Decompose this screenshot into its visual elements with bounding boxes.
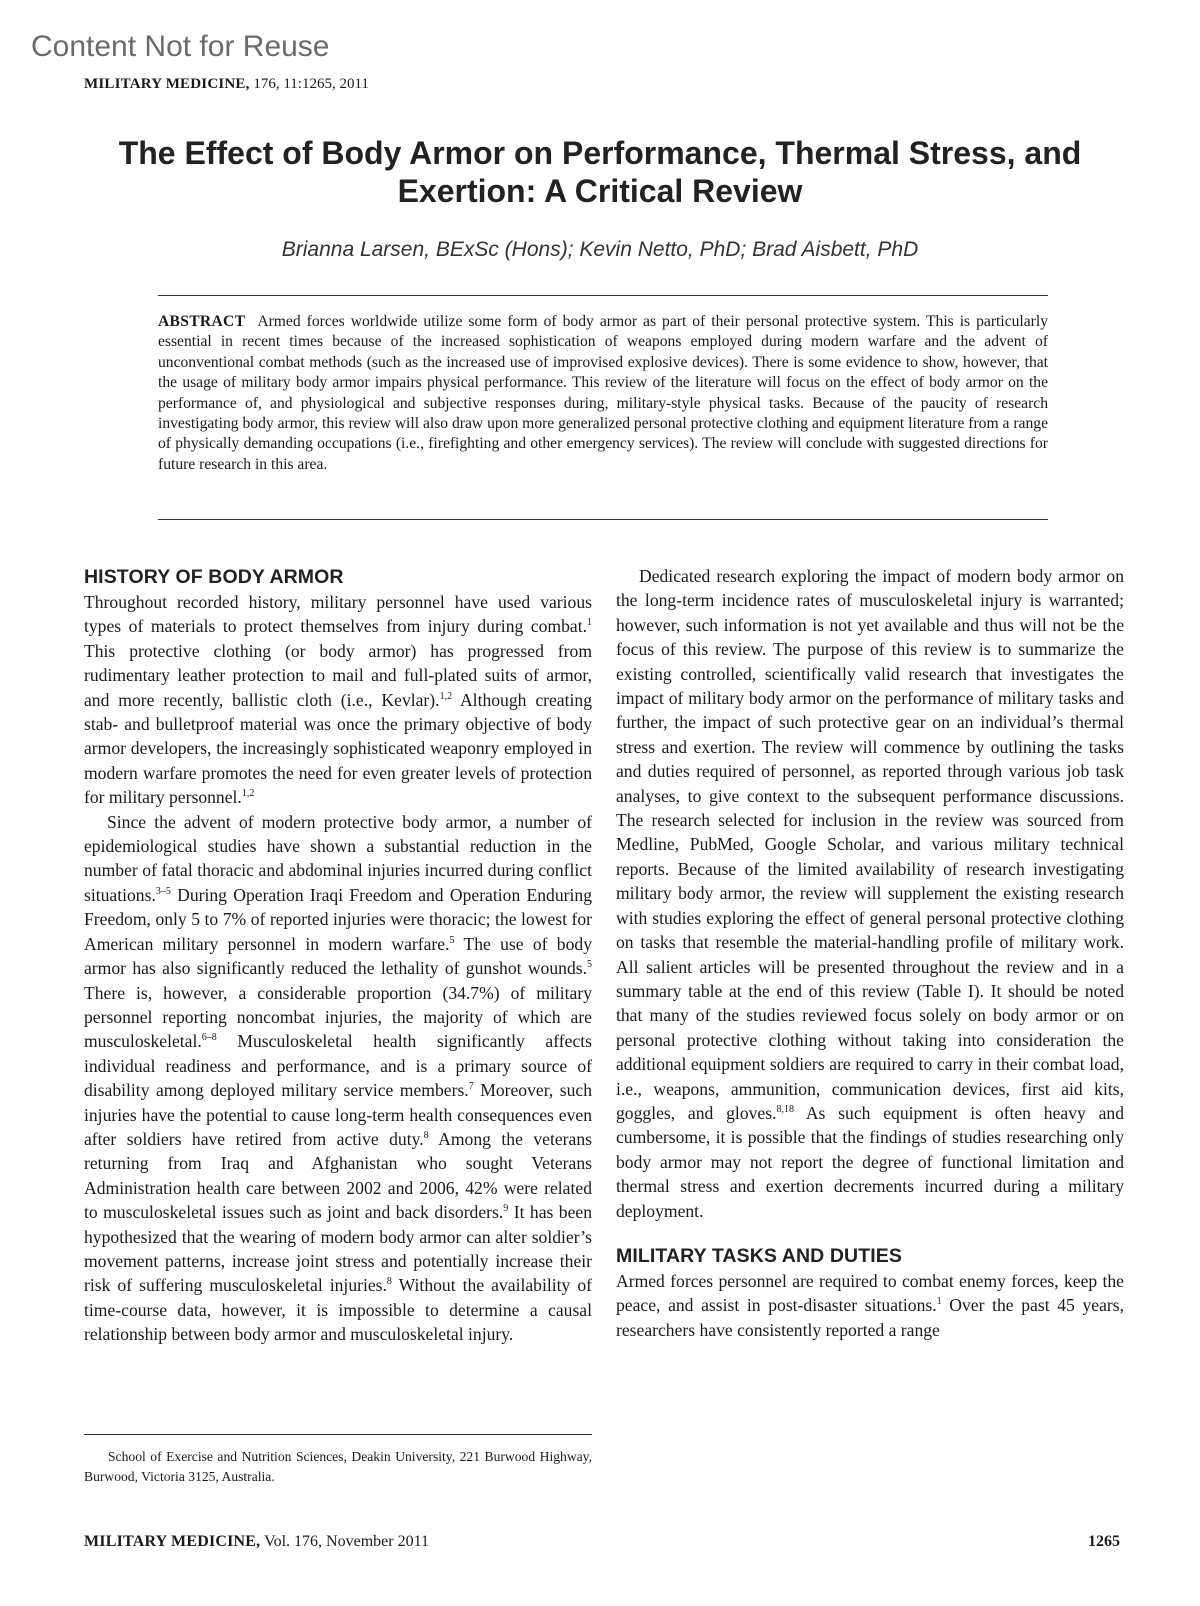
history-paragraph-3 <box>616 564 1124 1223</box>
page-number: 1265 <box>1088 1533 1120 1550</box>
paragraph-text: During Operation Iraqi Freedom and Operation Enduring Freedom, only 5 to 7% of reported injuries were thoracic; the lowest for American military personnel in modern warfare. <box>84 884 592 954</box>
paragraph-text: Musculoskeletal health significantly affects individual readiness and performance, and is a primary source of disability among deployed military service members. <box>84 1031 592 1101</box>
abstract <box>158 312 1048 475</box>
paragraph-text: Since the advent of modern protective body armor, a number of epidemiological studies have shown a substantial reduction in the number of fatal thoracic and abdominal injuries incurred during conflict situations. <box>84 811 592 905</box>
paragraph-text: Throughout recorded history, military personnel have used various types of materials to protect themselves from injury during combat. <box>84 592 592 637</box>
footer-issue: Vol. 176, November 2011 <box>264 1533 429 1550</box>
paragraph-text: Dedicated research exploring the impact of modern body armor on the long-term incidence rates of musculoskeletal injury is warranted; however, such information is not yet available and thus will not be the focus of this review. The purpose of this review is to summarize the existing controlled, scientifically valid research that investigates the impact of military body armor on the performance of military tasks and further, the impact of such protective gear on an individual’s thermal stress and exertion. The review will commence by outlining the tasks and duties required of personnel, as reported through various job task analyses, to give context to the subsequent performance discussions. The research selected for inclusion in the review was sourced from Medline, PubMed, Google Scholar, and various military technical reports. Because of the limited availability of research investigating military body armor, the review will supplement the existing research with studies exploring the effect of general personal protective clothing on tasks that resemble the material-handling profile of military work. All salient articles will be presented throughout the review and in a summary table at the end of this review (Table I). It should be noted that many of the studies reviewed focus solely on body armor or on personal protective clothing without taking into consideration the additional equipment soldiers are required to carry in their combat load, i.e., weapons, ammunition, communication devices, first aid kits, goggles, and gloves. <box>616 566 1124 1123</box>
paragraph-text: Although creating stab- and bulletproof material was once the primary objective of body armor developers, the increasingly sophisticated weaponry employed in modern warfare promotes the need for even greater levels of protection for military personnel. <box>84 689 592 808</box>
left-column <box>84 564 592 1347</box>
citation-ref: 8 <box>386 1276 392 1288</box>
citation-ref: 1 <box>936 1296 942 1308</box>
citation-ref: 1,2 <box>241 788 255 800</box>
right-column <box>616 564 1124 1342</box>
citation-ref: 5 <box>449 934 455 946</box>
citation-ref: 8 <box>423 1130 429 1142</box>
paragraph-text: It has been hypothesized that the wearing of modern body armor can alter soldier’s movement patterns, increase joint stress and potentially increase their risk of suffering musculoskeletal injuries. <box>84 1202 592 1296</box>
paragraph-text: As such equipment is often heavy and cumbersome, it is possible that the findings of studies researching only body armor may not report the degree of functional limitation and thermal stress and exertion decrements incurred during a military deployment. <box>616 1102 1124 1221</box>
abstract-top-rule <box>158 295 1048 296</box>
abstract-label: ABSTRACT <box>158 313 246 330</box>
abstract-bottom-rule <box>158 519 1048 520</box>
citation-ref: 9 <box>503 1203 509 1215</box>
history-paragraph-2 <box>84 810 592 1347</box>
paragraph-text: Among the veterans returning from Iraq and Afghanistan who sought Veterans Administration health care between 2002 and 2006, 42% were related to musculoskeletal issues such as joint and back disorders. <box>84 1128 592 1223</box>
paragraph-text: There is, however, a considerable proportion (34.7%) of military personnel reporting noncombat injuries, the majority of which are musculoskeletal. <box>84 982 592 1052</box>
section-heading-history: HISTORY OF BODY ARMOR <box>84 566 344 588</box>
citation-ref: 5 <box>587 959 592 971</box>
history-paragraph-1 <box>84 590 592 810</box>
tasks-paragraph-1 <box>616 1269 1124 1342</box>
paragraph-text: This protective clothing (or body armor) has progressed from rudimentary leather protection to mail and full-plated suits of armor, and more recently, ballistic cloth (i.e., Kevlar). <box>84 640 592 710</box>
running-head <box>84 76 369 93</box>
affiliation-footnote: School of Exercise and Nutrition Sciences, Deakin University, 221 Burwood Highway, Burwood, Victoria 3125, Australia. <box>84 1449 592 1484</box>
article-title: The Effect of Body Armor on Performance, Thermal Stress, and Exertion: A Critical Review <box>118 135 1082 209</box>
footer-citation <box>84 1533 429 1551</box>
running-head-citation: 176, 11:1265, 2011 <box>253 76 369 92</box>
watermark-text: Content Not for Reuse <box>31 30 330 63</box>
abstract-text: Armed forces worldwide utilize some form of body armor as part of their personal protective system. This is particularly essential in recent times because of the increased sophistication of weapons employed during modern warfare and the advent of unconventional combat methods (such as the increased use of improvised explosive devices). There is some evidence to show, however, that the usage of military body armor impairs physical performance. This review of the literature will focus on the effect of body armor on the performance of, and physiological and subjective responses during, military-style physical tasks. Because of the paucity of research investigating body armor, this review will also draw upon more generalized personal protective clothing and equipment literature from a range of physically demanding occupations (i.e., firefighting and other emergency services). The review will conclude with suggested directions for future research in this area. <box>158 313 1048 473</box>
paragraph-text: Over the past 45 years, researchers have consistently reported a range <box>616 1295 1124 1340</box>
citation-ref: 7 <box>468 1081 474 1093</box>
author-list: Brianna Larsen, BExSc (Hons); Kevin Netto, PhD; Brad Aisbett, PhD <box>281 238 919 261</box>
paragraph-text: The use of body armor has also significantly reduced the lethality of gunshot wounds. <box>84 933 592 979</box>
citation-ref: 6–8 <box>201 1032 217 1044</box>
citation-ref: 1,2 <box>439 690 453 702</box>
citation-ref: 8,18 <box>776 1104 794 1116</box>
footer-journal: MILITARY MEDICINE, <box>84 1533 261 1550</box>
citation-ref: 1 <box>587 617 592 629</box>
running-head-journal: MILITARY MEDICINE, <box>84 76 250 92</box>
footnote-rule <box>84 1434 592 1435</box>
paragraph-text: Without the availability of time-course data, however, it is impossible to determine a causal relationship between body armor and musculoskeletal injury. <box>84 1275 593 1345</box>
citation-ref: 3–5 <box>155 886 171 898</box>
paragraph-text: Moreover, such injuries have the potential to cause long-term health consequences even after soldiers have retired from active duty. <box>84 1080 592 1149</box>
section-heading-tasks: MILITARY TASKS AND DUTIES <box>616 1244 902 1267</box>
paragraph-text: Armed forces personnel are required to combat enemy forces, keep the peace, and assist in post-disaster situations. <box>616 1270 1124 1316</box>
